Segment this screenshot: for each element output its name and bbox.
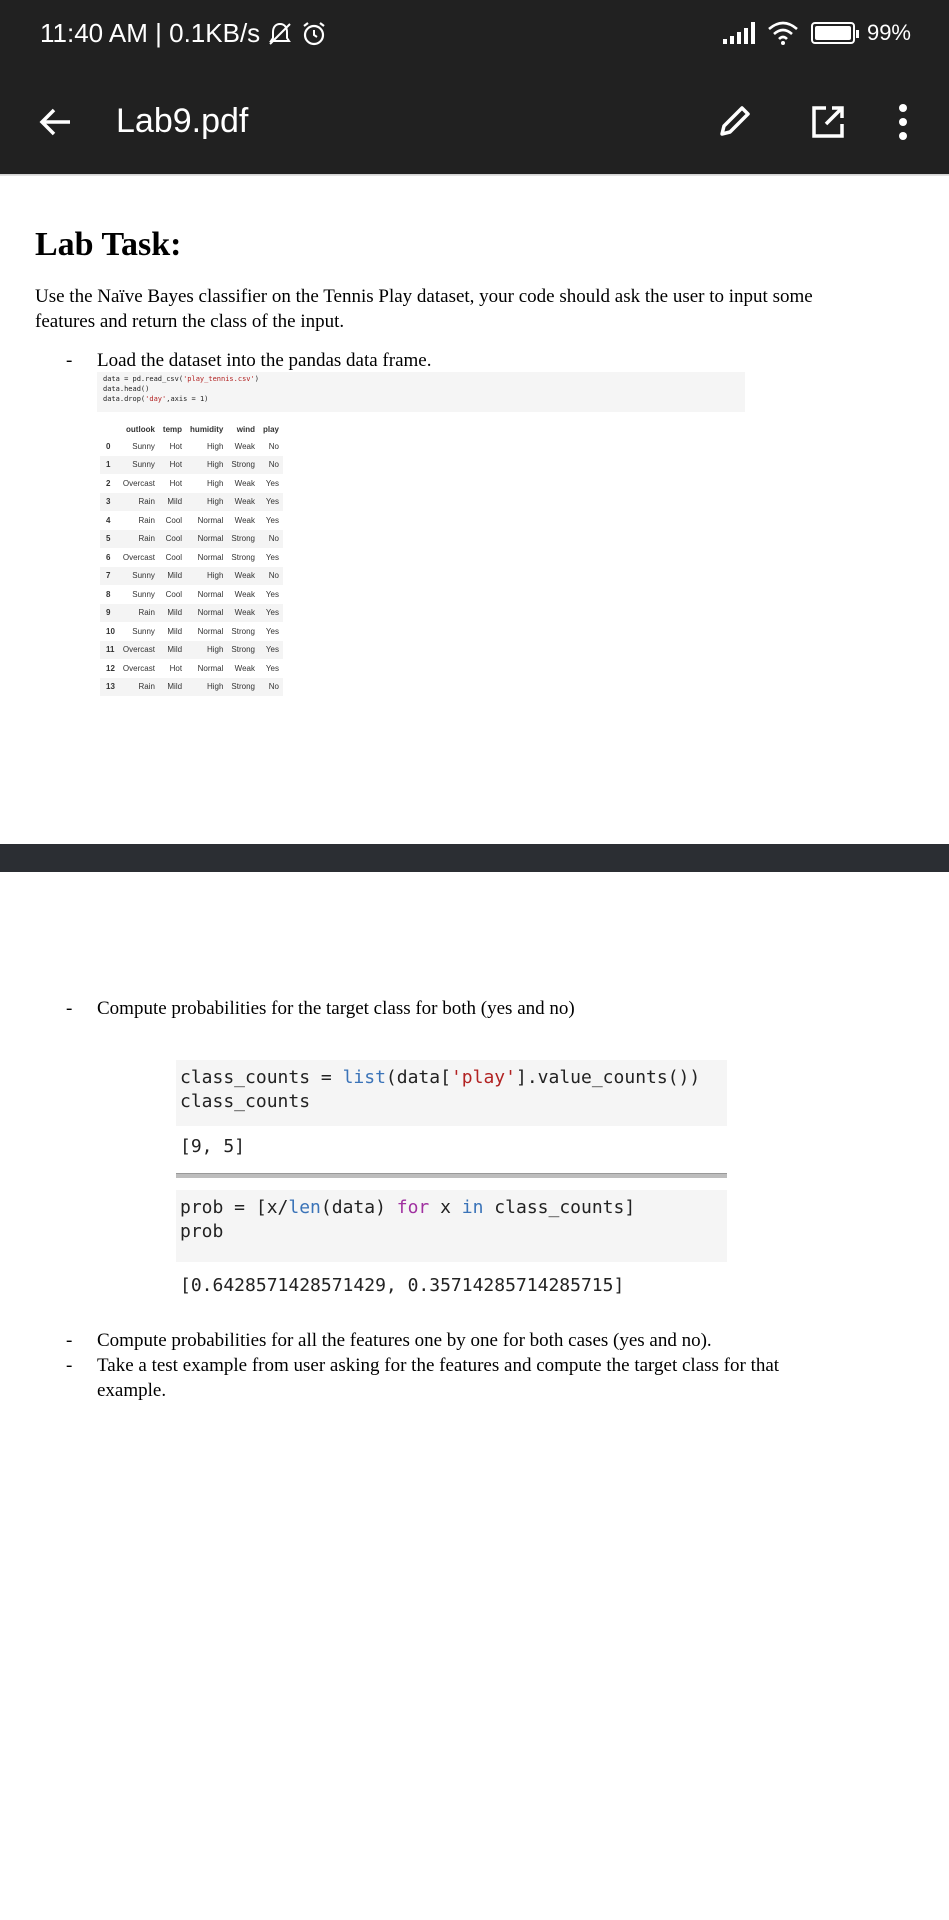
table-cell: Weak	[234, 589, 255, 599]
table-cell: Strong	[227, 641, 259, 660]
table-cell: Yes	[259, 604, 283, 623]
table-header-cell: outlook	[126, 425, 155, 434]
table-cell: Hot	[159, 456, 186, 475]
bullet-load-dataset	[66, 348, 847, 373]
status-time-speed: 11:40 AM | 0.1KB/s	[40, 18, 261, 48]
table-row	[100, 641, 283, 660]
bullet-dash: -	[66, 998, 73, 1019]
row-index: 3	[100, 493, 119, 512]
bullet-dash: -	[66, 1355, 73, 1376]
code-line-2: class_counts	[180, 1091, 311, 1112]
table-cell: Yes	[265, 663, 279, 673]
table-row	[100, 493, 283, 512]
table-cell: Sunny	[132, 626, 155, 636]
table-cell: Strong	[227, 530, 259, 549]
table-cell: Normal	[197, 589, 224, 599]
table-cell: Rain	[119, 678, 159, 697]
row-index: 7	[100, 567, 119, 586]
status-right	[723, 20, 911, 46]
intro-paragraph: Use the Naïve Bayes classifier on the Tennis Play dataset, your code should ask the user to input some features and return the class of the input.	[35, 286, 813, 332]
table-cell: Strong	[231, 552, 255, 562]
table-cell: High	[206, 441, 224, 451]
battery-icon	[811, 22, 855, 44]
signal-icon	[723, 22, 755, 44]
bullet-text: Compute probabilities for all the features one by one for both cases (yes and no).	[97, 1330, 712, 1351]
table-cell: Overcast	[122, 478, 155, 488]
table-header-cell: temp	[162, 425, 183, 434]
code-text: x	[429, 1197, 462, 1218]
table-row	[100, 585, 283, 604]
class-counts-code-cell	[176, 1060, 727, 1126]
table-cell: High	[186, 456, 227, 475]
table-cell: Weak	[234, 515, 255, 525]
table-cell: Weak	[227, 567, 259, 586]
table-cell: Rain	[138, 515, 155, 525]
row-index: 6	[106, 552, 111, 562]
back-arrow-icon[interactable]	[34, 100, 78, 144]
table-cell: Sunny	[119, 456, 159, 475]
code-line-1	[103, 374, 739, 384]
row-index: 4	[106, 515, 111, 525]
code-string: 'play'	[450, 1067, 516, 1088]
bullet-text: Load the dataset into the pandas data frame.	[97, 350, 432, 371]
table-row	[100, 474, 283, 493]
table-row	[100, 530, 283, 549]
table-cell: High	[186, 641, 227, 660]
table-cell: Overcast	[122, 663, 155, 673]
table-row	[100, 548, 283, 567]
prob-output: [0.6428571428571429, 0.35714285714285715]	[180, 1275, 625, 1296]
code-builtin: len	[288, 1197, 321, 1218]
table-cell: Rain	[119, 530, 159, 549]
table-header-cell: humidity	[190, 425, 224, 434]
table-cell: Yes	[265, 515, 279, 525]
code-text: )	[254, 375, 259, 383]
table-cell: Hot	[169, 441, 183, 451]
table-cell: Normal	[186, 604, 227, 623]
pdf-page-2	[0, 872, 949, 1920]
row-index: 8	[106, 589, 111, 599]
table-cell: No	[259, 678, 283, 697]
lab-task-heading: Lab Task:	[35, 226, 182, 263]
table-cell: Overcast	[119, 641, 159, 660]
bullet-text: Take a test example from user asking for the features and compute the target class for that example.	[97, 1355, 780, 1401]
table-row	[100, 659, 283, 678]
mute-icon	[266, 20, 294, 48]
code-text: class_counts]	[483, 1197, 636, 1218]
table-cell: Mild	[167, 626, 183, 636]
table-cell: Rain	[119, 604, 159, 623]
code-text: ,axis = 1)	[166, 395, 209, 403]
open-external-icon[interactable]	[806, 100, 850, 144]
status-bar	[0, 0, 949, 72]
code-text: (data)	[320, 1197, 397, 1218]
table-cell: Weak	[234, 663, 255, 673]
table-cell: Cool	[165, 589, 183, 599]
table-cell: High	[186, 678, 227, 697]
pdf-page-1	[0, 176, 949, 844]
bullet-dash: -	[66, 350, 73, 371]
code-text: (data[	[385, 1067, 451, 1088]
table-cell: Weak	[227, 604, 259, 623]
table-cell: No	[268, 441, 279, 451]
table-cell: Sunny	[132, 441, 155, 451]
table-cell: Yes	[265, 626, 279, 636]
code-line-2: prob	[180, 1221, 224, 1242]
table-cell: Normal	[197, 663, 224, 673]
table-cell: Yes	[265, 478, 279, 488]
table-header-cell: wind	[236, 425, 255, 434]
table-cell: Yes	[265, 589, 279, 599]
table-cell: Hot	[169, 663, 183, 673]
table-cell: Normal	[197, 626, 224, 636]
table-cell: No	[259, 567, 283, 586]
app-bar	[0, 72, 949, 174]
table-cell: Cool	[159, 530, 186, 549]
table-row	[100, 604, 283, 623]
code-line-2: data.head()	[103, 385, 150, 393]
table-cell: Strong	[227, 456, 259, 475]
table-cell: Mild	[159, 641, 186, 660]
status-left	[40, 18, 328, 49]
table-cell: Cool	[165, 515, 183, 525]
table-cell: Weak	[234, 441, 255, 451]
code-builtin: list	[342, 1067, 386, 1088]
code-text: data = pd.read_csv(	[103, 375, 184, 383]
cell-divider	[176, 1173, 727, 1178]
code-text: prob = [x/	[180, 1197, 289, 1218]
code-text: data.drop(	[103, 395, 146, 403]
table-body	[100, 437, 283, 696]
battery-percent: 99%	[866, 20, 911, 45]
bullet-test-example	[66, 1353, 847, 1403]
row-index: 5	[100, 530, 119, 549]
table-cell: Yes	[259, 641, 283, 660]
row-index: 1	[100, 456, 119, 475]
page-separator	[0, 844, 949, 872]
table-cell: High	[186, 493, 227, 512]
table-cell: No	[259, 530, 283, 549]
more-vert-icon[interactable]	[888, 100, 918, 144]
wifi-icon	[767, 20, 799, 46]
code-line-1	[180, 1066, 723, 1090]
table-cell: Hot	[169, 478, 183, 488]
row-index: 9	[100, 604, 119, 623]
table-row	[100, 567, 283, 586]
bullet-dash: -	[66, 1330, 73, 1351]
load-code-block	[97, 372, 745, 412]
bullet-text: Compute probabilities for the target class for both (yes and no)	[97, 998, 575, 1019]
table-row	[100, 622, 283, 641]
class-counts-output: [9, 5]	[180, 1136, 246, 1157]
code-line-1	[180, 1196, 723, 1220]
table-cell: No	[259, 456, 283, 475]
table-cell: Normal	[186, 530, 227, 549]
table-row	[100, 437, 283, 456]
code-string: 'play_tennis.csv'	[183, 375, 255, 383]
row-index: 13	[100, 678, 119, 697]
table-row	[100, 511, 283, 530]
row-index: 2	[106, 478, 111, 488]
table-cell: Mild	[159, 493, 186, 512]
edit-pencil-icon[interactable]	[712, 100, 756, 144]
table-cell: Overcast	[122, 552, 155, 562]
table-header-cell: play	[262, 425, 279, 434]
prob-code-cell	[176, 1190, 727, 1262]
row-index: 12	[106, 663, 115, 673]
bullet-target-probabilities	[66, 996, 847, 1021]
table-cell: Normal	[197, 515, 224, 525]
code-keyword: for	[396, 1197, 430, 1218]
row-index: 10	[106, 626, 115, 636]
table-cell: Mild	[159, 567, 186, 586]
code-keyword: in	[461, 1197, 484, 1218]
code-string: 'day'	[145, 395, 167, 403]
code-text: class_counts =	[180, 1067, 343, 1088]
alarm-icon	[300, 20, 328, 48]
table-row	[100, 456, 283, 475]
table-header-cell	[100, 422, 119, 437]
dataframe-table	[100, 422, 283, 696]
row-index: 0	[106, 441, 111, 451]
table-cell: Cool	[165, 552, 183, 562]
row-index: 11	[100, 641, 119, 660]
table-cell: Yes	[265, 552, 279, 562]
table-cell: High	[206, 478, 224, 488]
table-cell: High	[186, 567, 227, 586]
table-cell: Sunny	[132, 589, 155, 599]
table-header-row	[100, 422, 283, 437]
table-cell: Yes	[259, 493, 283, 512]
table-cell: Mild	[159, 678, 186, 697]
table-cell: Weak	[227, 493, 259, 512]
table-cell: Strong	[227, 678, 259, 697]
code-text: ].value_counts())	[515, 1067, 701, 1088]
table-cell: Rain	[119, 493, 159, 512]
table-cell: Strong	[231, 626, 255, 636]
code-line-3	[103, 394, 739, 404]
bullet-feature-probabilities	[66, 1328, 847, 1353]
document-title: Lab9.pdf	[116, 102, 249, 140]
table-cell: Normal	[197, 552, 224, 562]
table-cell: Weak	[234, 478, 255, 488]
table-cell: Sunny	[119, 567, 159, 586]
table-row	[100, 678, 283, 697]
table-cell: Mild	[159, 604, 186, 623]
